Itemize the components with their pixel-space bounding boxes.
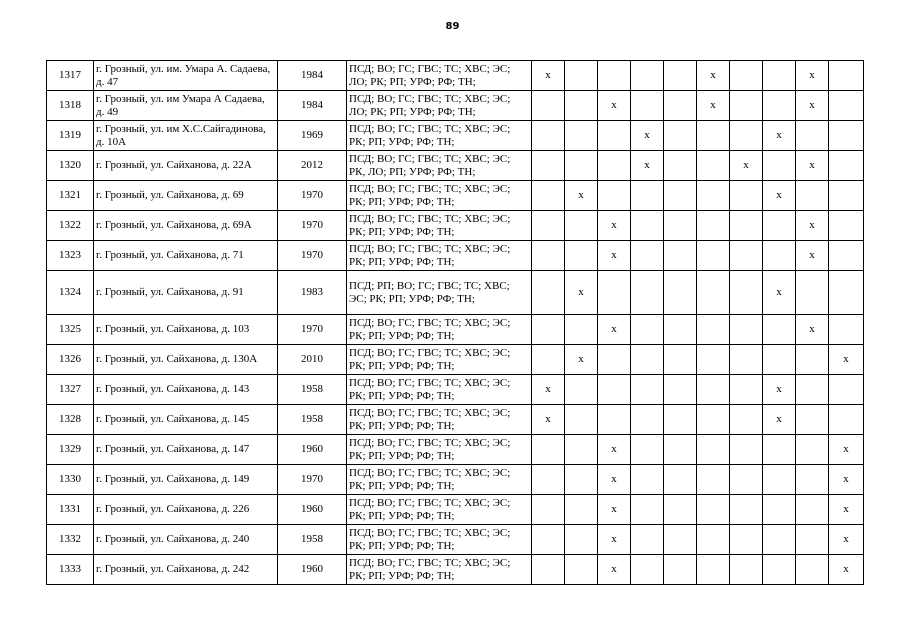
work-mark-cell bbox=[730, 495, 763, 525]
work-mark-cell bbox=[532, 465, 565, 495]
work-mark-cell bbox=[532, 211, 565, 241]
work-mark-cell bbox=[697, 435, 730, 465]
work-mark-cell bbox=[598, 345, 631, 375]
year-cell: 1969 bbox=[278, 121, 347, 151]
row-number: 1329 bbox=[47, 435, 94, 465]
work-mark-cell bbox=[631, 241, 664, 271]
work-mark-cell bbox=[598, 181, 631, 211]
work-mark-cell: x bbox=[796, 151, 829, 181]
work-mark-cell bbox=[664, 345, 697, 375]
row-number: 1330 bbox=[47, 465, 94, 495]
work-mark-cell bbox=[730, 91, 763, 121]
work-mark-cell: x bbox=[796, 91, 829, 121]
work-mark-cell bbox=[730, 315, 763, 345]
work-mark-cell bbox=[829, 315, 864, 345]
row-number: 1325 bbox=[47, 315, 94, 345]
work-mark-cell bbox=[631, 465, 664, 495]
table-row bbox=[47, 151, 864, 181]
year-cell: 1970 bbox=[278, 465, 347, 495]
work-mark-cell: x bbox=[697, 61, 730, 91]
work-mark-cell bbox=[829, 241, 864, 271]
address-cell: г. Грозный, ул. Сайханова, д. 145 bbox=[94, 405, 278, 435]
year-cell: 2012 bbox=[278, 151, 347, 181]
address-cell: г. Грозный, ул. Сайханова, д. 91 bbox=[94, 271, 278, 315]
works-list-cell: ПСД; ВО; ГС; ГВС; ТС; ХВС; ЭС; РК; РП; УРФ; РФ; ТН; bbox=[347, 525, 532, 555]
address-cell: г. Грозный, ул. Сайханова, д. 71 bbox=[94, 241, 278, 271]
work-mark-cell: x bbox=[763, 375, 796, 405]
row-number: 1323 bbox=[47, 241, 94, 271]
address-cell: г. Грозный, ул. им Х.С.Сайгадинова, д. 10А bbox=[94, 121, 278, 151]
works-list-cell: ПСД; ВО; ГС; ГВС; ТС; ХВС; ЭС; РК; РП; УРФ; РФ; ТН; bbox=[347, 465, 532, 495]
work-mark-cell bbox=[697, 345, 730, 375]
work-mark-cell: x bbox=[532, 405, 565, 435]
work-mark-cell bbox=[664, 405, 697, 435]
row-number: 1324 bbox=[47, 271, 94, 315]
row-number: 1331 bbox=[47, 495, 94, 525]
work-mark-cell: x bbox=[796, 315, 829, 345]
row-number: 1318 bbox=[47, 91, 94, 121]
work-mark-cell bbox=[598, 271, 631, 315]
year-cell: 1984 bbox=[278, 61, 347, 91]
table-row bbox=[47, 375, 864, 405]
work-mark-cell bbox=[829, 375, 864, 405]
page-number: 89 bbox=[445, 21, 460, 32]
work-mark-cell bbox=[631, 91, 664, 121]
work-mark-cell bbox=[796, 121, 829, 151]
work-mark-cell bbox=[664, 375, 697, 405]
work-mark-cell: x bbox=[763, 405, 796, 435]
address-cell: г. Грозный, ул. Сайханова, д. 149 bbox=[94, 465, 278, 495]
work-mark-cell: x bbox=[598, 315, 631, 345]
work-mark-cell bbox=[565, 121, 598, 151]
address-cell: г. Грозный, ул. Сайханова, д. 242 bbox=[94, 555, 278, 585]
table-row bbox=[47, 405, 864, 435]
year-cell: 1970 bbox=[278, 315, 347, 345]
table-row bbox=[47, 555, 864, 585]
work-mark-cell bbox=[796, 555, 829, 585]
address-cell: г. Грозный, ул. Сайханова, д. 130А bbox=[94, 345, 278, 375]
work-mark-cell bbox=[565, 211, 598, 241]
work-mark-cell bbox=[697, 271, 730, 315]
work-mark-cell bbox=[664, 61, 697, 91]
table-row bbox=[47, 525, 864, 555]
table-row bbox=[47, 241, 864, 271]
work-mark-cell bbox=[532, 525, 565, 555]
work-mark-cell bbox=[829, 181, 864, 211]
work-mark-cell: x bbox=[532, 375, 565, 405]
work-mark-cell bbox=[532, 241, 565, 271]
work-mark-cell bbox=[631, 345, 664, 375]
work-mark-cell bbox=[631, 271, 664, 315]
table-row bbox=[47, 61, 864, 91]
works-list-cell: ПСД; ВО; ГС; ГВС; ТС; ХВС; ЭС; РК; РП; УРФ; РФ; ТН; bbox=[347, 345, 532, 375]
address-cell: г. Грозный, ул. им Умара А Садаева, д. 49 bbox=[94, 91, 278, 121]
work-mark-cell: x bbox=[763, 181, 796, 211]
year-cell: 1960 bbox=[278, 555, 347, 585]
work-mark-cell: x bbox=[598, 211, 631, 241]
work-mark-cell bbox=[796, 181, 829, 211]
work-mark-cell bbox=[565, 151, 598, 181]
work-mark-cell bbox=[763, 151, 796, 181]
work-mark-cell bbox=[532, 495, 565, 525]
work-mark-cell bbox=[697, 525, 730, 555]
address-cell: г. Грозный, ул. им. Умара А. Садаева, д. 47 bbox=[94, 61, 278, 91]
year-cell: 1958 bbox=[278, 525, 347, 555]
work-mark-cell: x bbox=[598, 241, 631, 271]
work-mark-cell bbox=[730, 121, 763, 151]
work-mark-cell bbox=[631, 405, 664, 435]
housing-register-table bbox=[46, 60, 864, 585]
work-mark-cell bbox=[565, 525, 598, 555]
work-mark-cell bbox=[697, 315, 730, 345]
work-mark-cell bbox=[664, 121, 697, 151]
work-mark-cell bbox=[730, 465, 763, 495]
works-list-cell: ПСД; ВО; ГС; ГВС; ТС; ХВС; ЭС; РК; РП; УРФ; РФ; ТН; bbox=[347, 241, 532, 271]
work-mark-cell bbox=[664, 91, 697, 121]
address-cell: г. Грозный, ул. Сайханова, д. 226 bbox=[94, 495, 278, 525]
work-mark-cell bbox=[796, 435, 829, 465]
work-mark-cell: x bbox=[598, 495, 631, 525]
work-mark-cell bbox=[763, 345, 796, 375]
work-mark-cell: x bbox=[829, 495, 864, 525]
work-mark-cell: x bbox=[796, 241, 829, 271]
address-cell: г. Грозный, ул. Сайханова, д. 147 bbox=[94, 435, 278, 465]
work-mark-cell bbox=[796, 405, 829, 435]
work-mark-cell bbox=[829, 61, 864, 91]
row-number: 1321 bbox=[47, 181, 94, 211]
work-mark-cell bbox=[664, 315, 697, 345]
address-cell: г. Грозный, ул. Сайханова, д. 22А bbox=[94, 151, 278, 181]
work-mark-cell: x bbox=[532, 61, 565, 91]
work-mark-cell bbox=[730, 345, 763, 375]
works-list-cell: ПСД; ВО; ГС; ГВС; ТС; ХВС; ЭС; ЛО; РК; РП; УРФ; РФ; ТН; bbox=[347, 91, 532, 121]
work-mark-cell: x bbox=[697, 91, 730, 121]
work-mark-cell bbox=[664, 151, 697, 181]
work-mark-cell bbox=[532, 315, 565, 345]
work-mark-cell bbox=[664, 271, 697, 315]
works-list-cell: ПСД; ВО; ГС; ГВС; ТС; ХВС; ЭС; РК; РП; УРФ; РФ; ТН; bbox=[347, 181, 532, 211]
year-cell: 2010 bbox=[278, 345, 347, 375]
row-number: 1328 bbox=[47, 405, 94, 435]
work-mark-cell bbox=[796, 465, 829, 495]
works-list-cell: ПСД; ВО; ГС; ГВС; ТС; ХВС; ЭС; ЛО; РК; РП; УРФ; РФ; ТН; bbox=[347, 61, 532, 91]
work-mark-cell bbox=[730, 271, 763, 315]
work-mark-cell: x bbox=[565, 345, 598, 375]
year-cell: 1960 bbox=[278, 495, 347, 525]
work-mark-cell: x bbox=[598, 465, 631, 495]
work-mark-cell bbox=[829, 211, 864, 241]
works-list-cell: ПСД; ВО; ГС; ГВС; ТС; ХВС; ЭС; РК; РП; УРФ; РФ; ТН; bbox=[347, 555, 532, 585]
year-cell: 1984 bbox=[278, 91, 347, 121]
year-cell: 1958 bbox=[278, 375, 347, 405]
work-mark-cell: x bbox=[763, 271, 796, 315]
work-mark-cell bbox=[565, 315, 598, 345]
work-mark-cell bbox=[631, 61, 664, 91]
work-mark-cell: x bbox=[631, 121, 664, 151]
work-mark-cell: x bbox=[829, 435, 864, 465]
work-mark-cell bbox=[631, 211, 664, 241]
row-number: 1327 bbox=[47, 375, 94, 405]
work-mark-cell bbox=[763, 241, 796, 271]
work-mark-cell bbox=[730, 525, 763, 555]
year-cell: 1970 bbox=[278, 211, 347, 241]
work-mark-cell bbox=[730, 375, 763, 405]
table-row bbox=[47, 121, 864, 151]
works-list-cell: ПСД; РП; ВО; ГС; ГВС; ТС; ХВС; ЭС; РК; РП; УРФ; РФ; ТН; bbox=[347, 271, 532, 315]
work-mark-cell bbox=[532, 91, 565, 121]
address-cell: г. Грозный, ул. Сайханова, д. 103 bbox=[94, 315, 278, 345]
work-mark-cell bbox=[532, 181, 565, 211]
address-cell: г. Грозный, ул. Сайханова, д. 240 bbox=[94, 525, 278, 555]
table-row bbox=[47, 435, 864, 465]
work-mark-cell: x bbox=[829, 555, 864, 585]
work-mark-cell bbox=[697, 181, 730, 211]
work-mark-cell bbox=[664, 525, 697, 555]
work-mark-cell bbox=[532, 121, 565, 151]
work-mark-cell bbox=[730, 181, 763, 211]
work-mark-cell bbox=[631, 555, 664, 585]
row-number: 1319 bbox=[47, 121, 94, 151]
work-mark-cell bbox=[631, 525, 664, 555]
work-mark-cell bbox=[664, 555, 697, 585]
table-row bbox=[47, 211, 864, 241]
work-mark-cell: x bbox=[598, 555, 631, 585]
works-list-cell: ПСД; ВО; ГС; ГВС; ТС; ХВС; ЭС; РК; РП; УРФ; РФ; ТН; bbox=[347, 121, 532, 151]
work-mark-cell: x bbox=[796, 211, 829, 241]
table-row bbox=[47, 271, 864, 315]
work-mark-cell bbox=[565, 465, 598, 495]
work-mark-cell bbox=[664, 241, 697, 271]
row-number: 1317 bbox=[47, 61, 94, 91]
row-number: 1322 bbox=[47, 211, 94, 241]
work-mark-cell bbox=[598, 61, 631, 91]
work-mark-cell bbox=[763, 315, 796, 345]
work-mark-cell bbox=[565, 375, 598, 405]
work-mark-cell bbox=[532, 435, 565, 465]
work-mark-cell bbox=[697, 241, 730, 271]
work-mark-cell bbox=[796, 525, 829, 555]
work-mark-cell bbox=[796, 375, 829, 405]
work-mark-cell bbox=[664, 435, 697, 465]
work-mark-cell bbox=[598, 405, 631, 435]
work-mark-cell bbox=[829, 405, 864, 435]
work-mark-cell bbox=[697, 465, 730, 495]
table-row bbox=[47, 181, 864, 211]
work-mark-cell bbox=[796, 495, 829, 525]
work-mark-cell bbox=[730, 241, 763, 271]
work-mark-cell bbox=[631, 435, 664, 465]
year-cell: 1983 bbox=[278, 271, 347, 315]
work-mark-cell bbox=[532, 555, 565, 585]
year-cell: 1960 bbox=[278, 435, 347, 465]
work-mark-cell bbox=[664, 465, 697, 495]
year-cell: 1970 bbox=[278, 181, 347, 211]
table-row bbox=[47, 91, 864, 121]
work-mark-cell: x bbox=[796, 61, 829, 91]
work-mark-cell bbox=[565, 555, 598, 585]
work-mark-cell: x bbox=[565, 181, 598, 211]
work-mark-cell: x bbox=[829, 465, 864, 495]
work-mark-cell bbox=[697, 375, 730, 405]
work-mark-cell: x bbox=[565, 271, 598, 315]
work-mark-cell bbox=[829, 151, 864, 181]
work-mark-cell bbox=[565, 405, 598, 435]
work-mark-cell: x bbox=[829, 525, 864, 555]
works-list-cell: ПСД; ВО; ГС; ГВС; ТС; ХВС; ЭС; РК; РП; УРФ; РФ; ТН; bbox=[347, 315, 532, 345]
work-mark-cell bbox=[532, 271, 565, 315]
work-mark-cell bbox=[730, 211, 763, 241]
address-cell: г. Грозный, ул. Сайханова, д. 69 bbox=[94, 181, 278, 211]
work-mark-cell: x bbox=[730, 151, 763, 181]
work-mark-cell: x bbox=[763, 121, 796, 151]
table-row bbox=[47, 315, 864, 345]
work-mark-cell bbox=[565, 241, 598, 271]
work-mark-cell bbox=[829, 91, 864, 121]
work-mark-cell bbox=[730, 555, 763, 585]
work-mark-cell bbox=[829, 121, 864, 151]
work-mark-cell bbox=[697, 151, 730, 181]
table-row bbox=[47, 465, 864, 495]
address-cell: г. Грозный, ул. Сайханова, д. 143 bbox=[94, 375, 278, 405]
work-mark-cell bbox=[763, 555, 796, 585]
works-list-cell: ПСД; ВО; ГС; ГВС; ТС; ХВС; ЭС; РК; РП; УРФ; РФ; ТН; bbox=[347, 405, 532, 435]
table-row bbox=[47, 495, 864, 525]
work-mark-cell bbox=[697, 555, 730, 585]
work-mark-cell bbox=[598, 151, 631, 181]
work-mark-cell bbox=[598, 121, 631, 151]
work-mark-cell bbox=[796, 345, 829, 375]
work-mark-cell bbox=[664, 211, 697, 241]
work-mark-cell bbox=[565, 495, 598, 525]
works-list-cell: ПСД; ВО; ГС; ГВС; ТС; ХВС; ЭС; РК; РП; УРФ; РФ; ТН; bbox=[347, 495, 532, 525]
work-mark-cell bbox=[532, 345, 565, 375]
work-mark-cell bbox=[763, 211, 796, 241]
work-mark-cell bbox=[565, 91, 598, 121]
work-mark-cell: x bbox=[631, 151, 664, 181]
work-mark-cell bbox=[664, 495, 697, 525]
work-mark-cell: x bbox=[598, 91, 631, 121]
work-mark-cell: x bbox=[829, 345, 864, 375]
work-mark-cell bbox=[631, 495, 664, 525]
work-mark-cell bbox=[763, 495, 796, 525]
work-mark-cell bbox=[730, 405, 763, 435]
work-mark-cell bbox=[796, 271, 829, 315]
works-list-cell: ПСД; ВО; ГС; ГВС; ТС; ХВС; ЭС; РК; РП; УРФ; РФ; ТН; bbox=[347, 375, 532, 405]
year-cell: 1958 bbox=[278, 405, 347, 435]
year-cell: 1970 bbox=[278, 241, 347, 271]
table-row bbox=[47, 345, 864, 375]
work-mark-cell bbox=[763, 525, 796, 555]
work-mark-cell bbox=[697, 405, 730, 435]
row-number: 1326 bbox=[47, 345, 94, 375]
work-mark-cell bbox=[763, 91, 796, 121]
work-mark-cell bbox=[763, 61, 796, 91]
work-mark-cell bbox=[730, 61, 763, 91]
work-mark-cell bbox=[829, 271, 864, 315]
work-mark-cell bbox=[532, 151, 565, 181]
work-mark-cell bbox=[565, 435, 598, 465]
work-mark-cell bbox=[697, 211, 730, 241]
works-list-cell: ПСД; ВО; ГС; ГВС; ТС; ХВС; ЭС; РК; РП; УРФ; РФ; ТН; bbox=[347, 211, 532, 241]
row-number: 1332 bbox=[47, 525, 94, 555]
work-mark-cell bbox=[697, 495, 730, 525]
work-mark-cell: x bbox=[598, 525, 631, 555]
row-number: 1320 bbox=[47, 151, 94, 181]
work-mark-cell bbox=[697, 121, 730, 151]
work-mark-cell bbox=[730, 435, 763, 465]
work-mark-cell bbox=[763, 435, 796, 465]
work-mark-cell bbox=[631, 315, 664, 345]
work-mark-cell bbox=[664, 181, 697, 211]
row-number: 1333 bbox=[47, 555, 94, 585]
work-mark-cell bbox=[598, 375, 631, 405]
work-mark-cell bbox=[763, 465, 796, 495]
works-list-cell: ПСД; ВО; ГС; ГВС; ТС; ХВС; ЭС; РК; РП; УРФ; РФ; ТН; bbox=[347, 435, 532, 465]
work-mark-cell bbox=[631, 375, 664, 405]
work-mark-cell bbox=[565, 61, 598, 91]
work-mark-cell: x bbox=[598, 435, 631, 465]
address-cell: г. Грозный, ул. Сайханова, д. 69А bbox=[94, 211, 278, 241]
work-mark-cell bbox=[631, 181, 664, 211]
works-list-cell: ПСД; ВО; ГС; ГВС; ТС; ХВС; ЭС; РК, ЛО; РП; УРФ; РФ; ТН; bbox=[347, 151, 532, 181]
